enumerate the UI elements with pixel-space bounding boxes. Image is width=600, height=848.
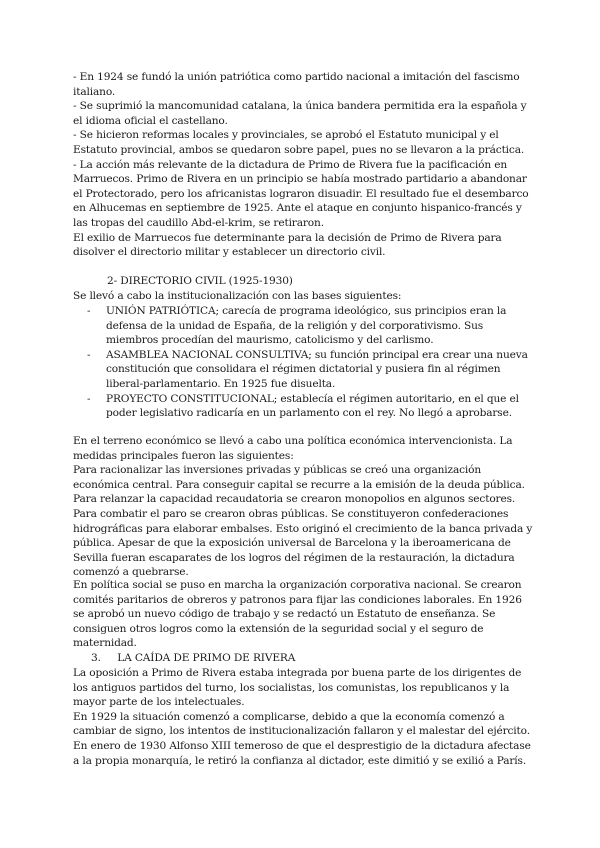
list-item	[73, 392, 533, 421]
list-item-text: PROYECTO CONSTITUCIONAL; establecía el régimen autoritario, en el que el poder legislativo radicaría en un parlamento con el rey. No llegó a aprobarse.	[106, 392, 519, 420]
paragraph: - Se suprimió la mancomunidad catalana, la única bandera permitida era la española y el idioma oficial el castellano.	[73, 100, 527, 127]
paragraph: En 1929 la situación comenzó a complicarse, debido a que la economía comenzó a cambiar de signo, los intentos de institucionalización fallaron y el malestar del ejército.	[73, 710, 530, 738]
section-3-body	[73, 666, 533, 768]
list-item-text: UNIÓN PATRIÓTICA; carecía de programa ideológico, sus principios eran la defensa de la unidad de España, de la religión y del corporativismo. Sus miembros procedían del maurismo, catolicismo y del carlismo.	[106, 305, 507, 347]
paragraph: En el terreno económico se llevó a cabo una política económica intervencionista. La medidas principales fueron las siguientes:	[73, 435, 513, 462]
institutions-list	[73, 304, 533, 421]
dash-bullet-icon: -	[87, 392, 91, 405]
dash-bullet-icon: -	[87, 348, 91, 361]
paragraph: En enero de 1930 Alfonso XIII temeroso de que el desprestigio de la dictadura afectase a la propia monarquía, le retiró la confianza al dictador, este dimitió y se exilió a París.	[73, 739, 531, 767]
paragraph: En política social se puso en marcha la organización corporativa nacional. Se crearon comités paritarios de obreros y patronos para fijar las condiciones laborales. En 1926 se aprobó un nuevo código de trabajo y se redactó un Estatuto de enseñanza. Se consiguen otros logros como la extensión de la seguridad social y el seguro de maternidad.	[73, 579, 522, 650]
paragraph: La oposición a Primo de Rivera estaba integrada por buena parte de los dirigentes de los antiguos partidos del turno, los socialistas, los comunistas, los republicanos y la mayor parte de los intelectuales.	[73, 667, 522, 709]
social-policy-section	[73, 578, 533, 651]
paragraph: - La acción más relevante de la dictadura de Primo de Rivera fue la pacificación en Marruecos. Primo de Rivera en un principio se había mostrado partidario a abandonar el Protectorado, pero los africanistas lograron disuadir. El resultado fue el desembarco en Alhucemas en septiembre de 1925. Ante el ataque en conjunto hispanico-francés y las tropas del caudillo Abd-el-krim, se retiraron.	[73, 158, 529, 229]
paragraph: - Se hicieron reformas locales y provinciales, se aprobó el Estatuto municipal y el Estatuto provincial, ambos se quedaron sobre papel, pues no se llevaron a la práctica.	[73, 129, 525, 156]
list-item-text: ASAMBLEA NACIONAL CONSULTIVA; su función principal era crear una nueva constitución que consolidara el régimen dictatorial y pusiera fin al régimen liberal-parlamentario. En 1925 fue disuelta.	[106, 348, 528, 390]
paragraph: - En 1924 se fundó la unión patriótica como partido nacional a imitación del fascismo italiano.	[73, 71, 520, 98]
list-item	[73, 348, 533, 392]
section-2-intro	[73, 289, 533, 304]
paragraph: Se llevó a cabo la institucionalización con las bases siguientes:	[73, 290, 402, 302]
section-2-heading: 2- DIRECTORIO CIVIL (1925-1930)	[107, 275, 293, 287]
section-title: LA CAÍDA DE PRIMO DE RIVERA	[117, 652, 296, 664]
section-1-body	[73, 70, 533, 260]
dash-bullet-icon: -	[87, 305, 91, 317]
section-3-heading	[91, 651, 295, 666]
list-item	[73, 304, 533, 348]
section-number: 3.	[91, 652, 101, 664]
paragraph: El exilio de Marruecos fue determinante para la decisión de Primo de Rivera para disolver el directorio militar y establecer un directorio civil.	[73, 231, 502, 259]
economy-section	[73, 434, 533, 580]
paragraph: Para racionalizar las inversiones privadas y públicas se creó una organización económica central. Para conseguir capital se recurre a la emisión de la deuda pública. Para relanzar la capacidad recaudatoria se crearon monopolios en algunos sectores. Para combatir el paro se crearon obras públicas. Se constituyeron confederaciones hidrográficas para elaborar embalses. Esto originó el crecimiento de la banca privada y pública. Apesar de que la exposición universal de Barcelona y la iberoamericana de Sevilla fueran escaparates de los logros del régimen de la restauración, la dictadura comenzó a quebrarse.	[73, 464, 533, 579]
